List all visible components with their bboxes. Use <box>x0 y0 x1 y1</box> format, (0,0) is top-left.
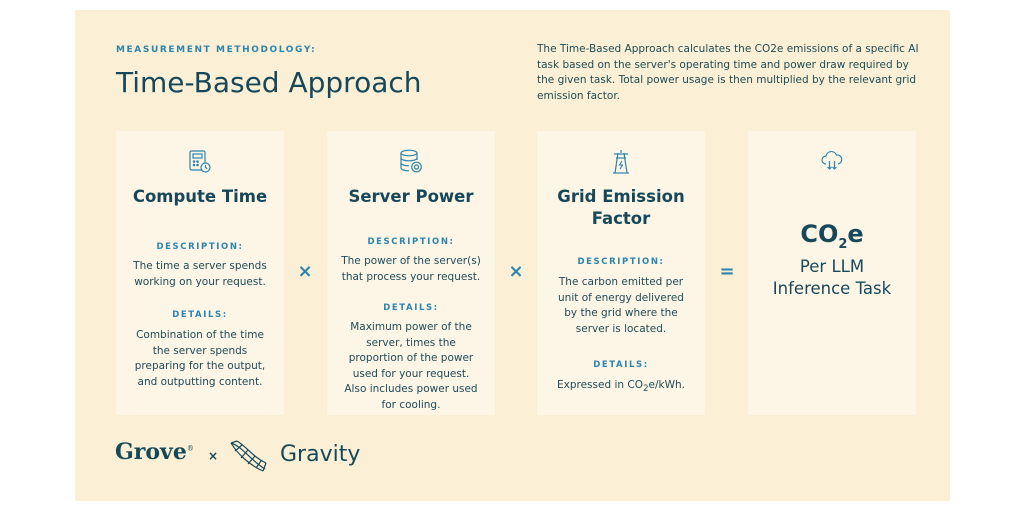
card-grid-emission-factor <box>537 131 705 415</box>
grove-logo: Grove® <box>115 439 194 465</box>
card-details: Combination of the time the server spends preparing for the output, and outputting content. <box>134 329 266 388</box>
equals-operator: = <box>719 261 735 282</box>
card-result <box>748 131 916 415</box>
page-title: Time-Based Approach <box>116 66 422 99</box>
card-description: The time a server spends working on your request. <box>133 260 267 288</box>
co2e-label: $CO_2e$ <box>800 220 864 252</box>
card-server-power <box>327 131 495 415</box>
card-details: Expressed in $CO_2e$/kWh. <box>557 379 685 395</box>
result-caption: Per LLM Inference Task <box>772 257 892 298</box>
card-title: Server Power <box>348 187 474 206</box>
details-label: DETAILS: <box>593 360 649 370</box>
card-description: The power of the server(s) that process your request. <box>341 255 481 283</box>
cloud-arrows-icon <box>820 149 844 175</box>
description-label: DESCRIPTION: <box>367 237 455 247</box>
card-compute-time <box>116 131 284 415</box>
intro-text: The Time-Based Approach calculates the CO2e emissions of a specific AI task based on the server's operating time and power draw required by the given task. Total power usage is then multiplied by the relevant grid emission factor. <box>537 43 919 102</box>
card-title: Compute Time <box>132 187 268 206</box>
eyebrow-label: MEASUREMENT METHODOLOGY: <box>116 45 317 55</box>
description-label: DESCRIPTION: <box>156 242 244 252</box>
details-label: DETAILS: <box>172 310 228 320</box>
power-tower-icon <box>609 149 633 175</box>
card-title: Grid Emission Factor <box>557 187 685 228</box>
details-label: DETAILS: <box>383 303 439 313</box>
server-database-icon <box>399 149 423 175</box>
description-label: DESCRIPTION: <box>577 257 665 267</box>
collaboration-x: × <box>208 449 219 463</box>
card-details: Maximum power of the server, times the proportion of the power used for your request. Also includes power used for cooling. <box>344 321 478 411</box>
gravity-mesh-icon <box>229 439 267 473</box>
gravity-wordmark: Gravity <box>280 442 361 467</box>
multiply-operator: × <box>508 261 524 282</box>
calculator-clock-icon <box>188 149 212 175</box>
multiply-operator: × <box>297 261 313 282</box>
infographic-panel <box>75 10 950 501</box>
card-description: The carbon emitted per unit of energy delivered by the grid where the server is located. <box>558 276 684 335</box>
